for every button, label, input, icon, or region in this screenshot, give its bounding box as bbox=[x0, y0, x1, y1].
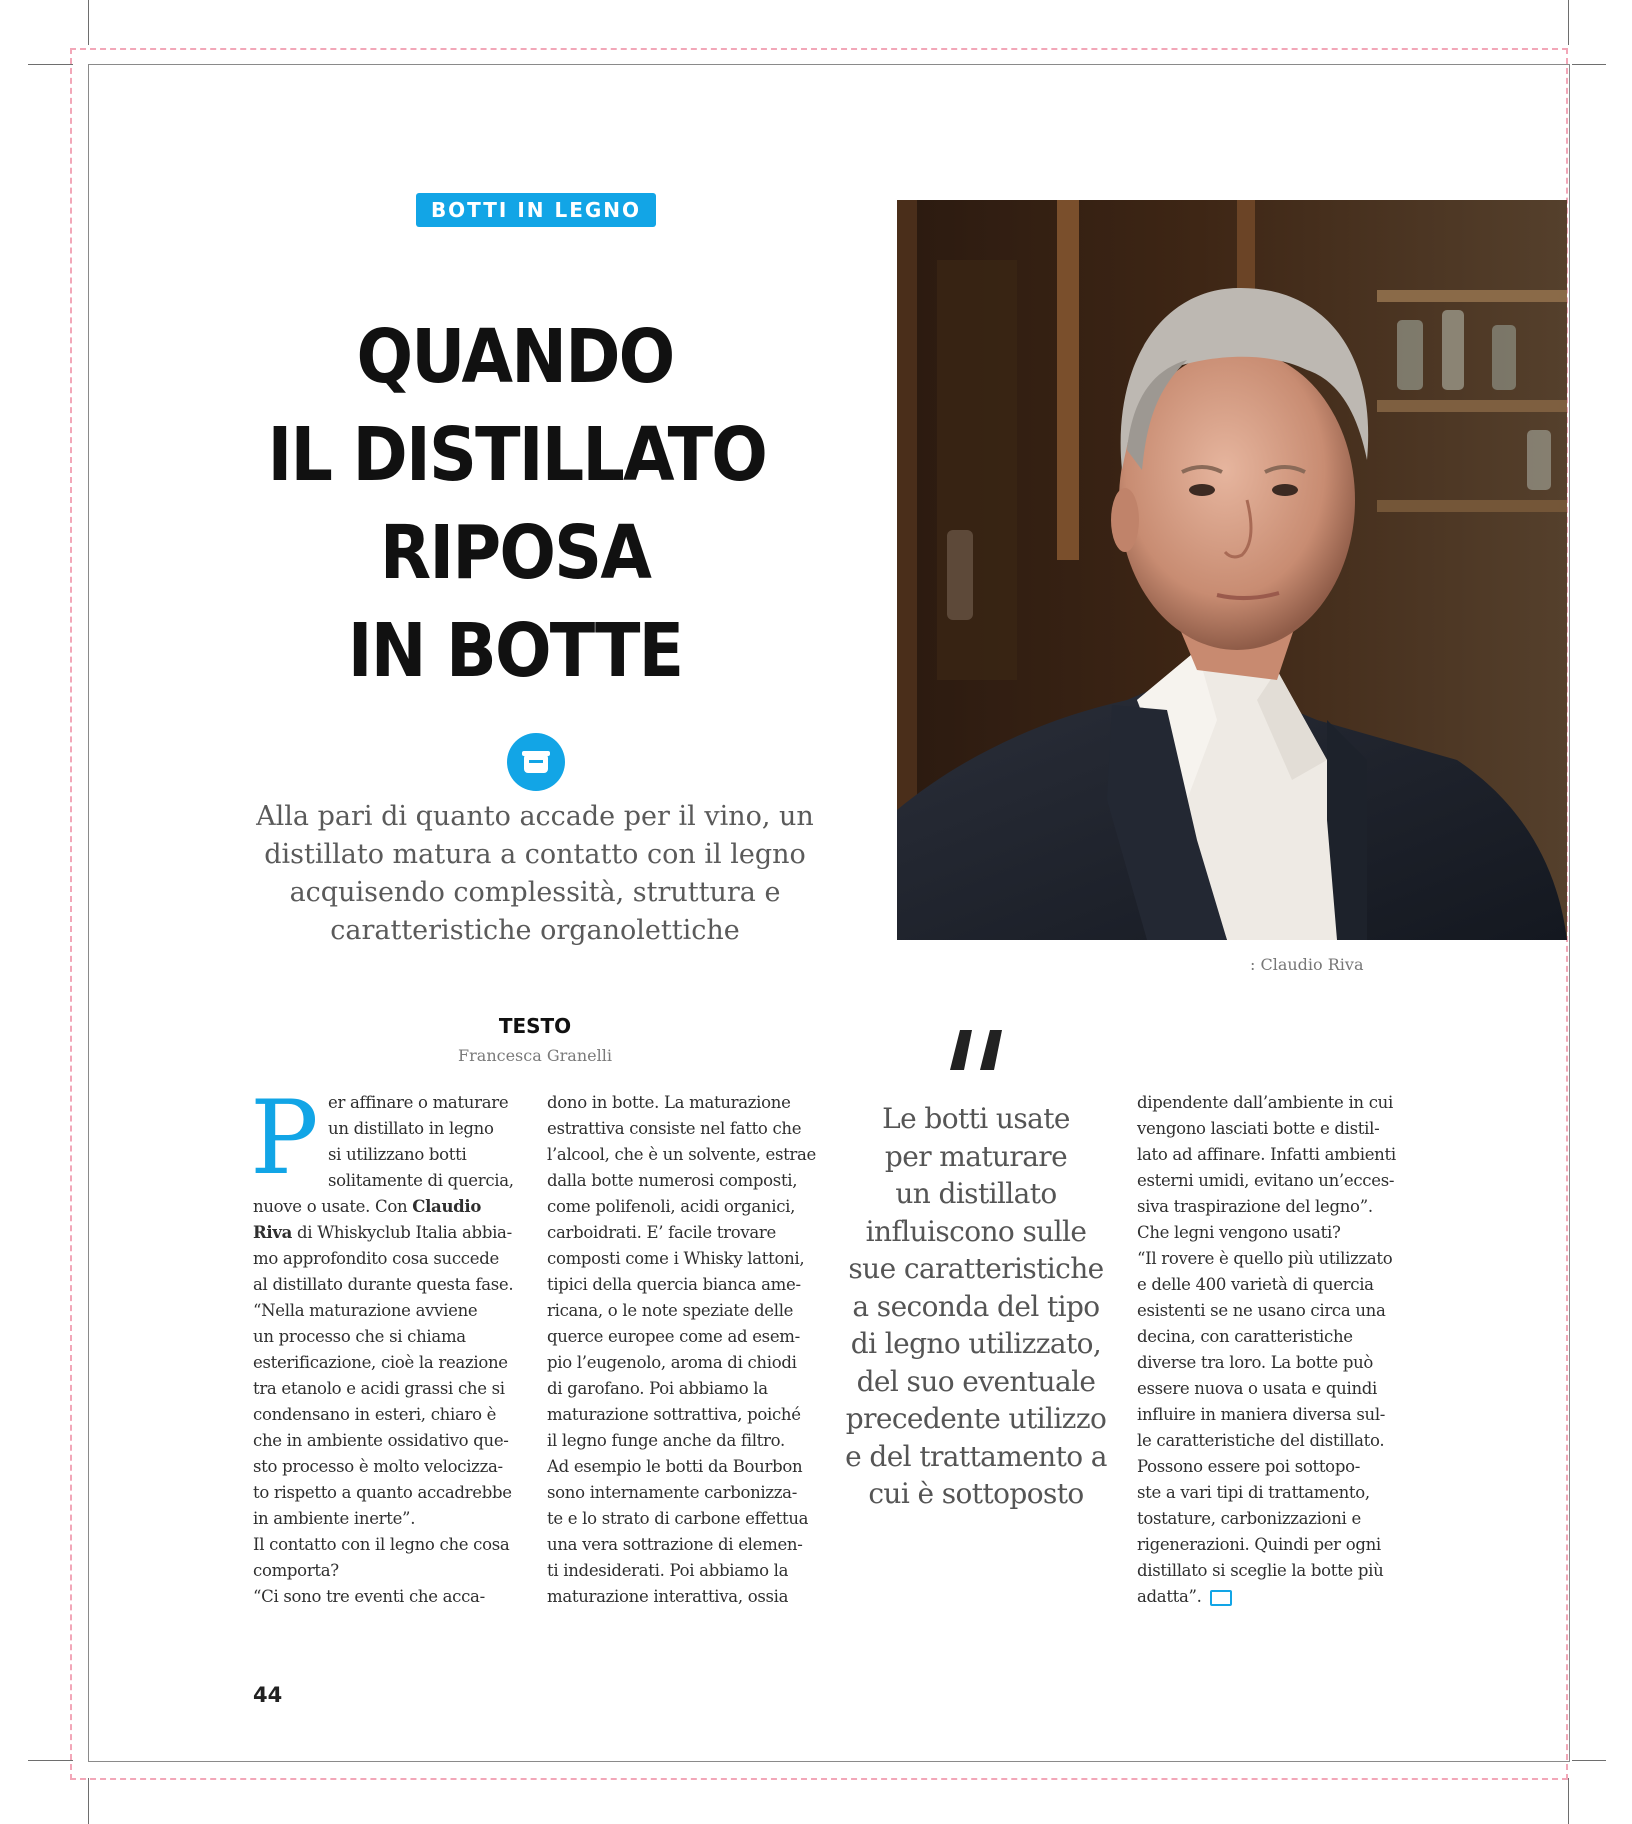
headline-line: IN BOTTE bbox=[347, 608, 683, 694]
crop-mark bbox=[88, 0, 89, 45]
body-line: te e lo strato di carbone effettua bbox=[547, 1509, 809, 1528]
body-line: Che legni vengono usati? bbox=[1137, 1223, 1341, 1242]
body-line: al distillato durante questa fase. bbox=[253, 1275, 514, 1294]
credit-label: TESTO bbox=[498, 1014, 572, 1038]
pull-quote-line: sue caratteristiche bbox=[848, 1252, 1104, 1285]
body-text: di Whiskyclub Italia abbia- bbox=[292, 1223, 512, 1242]
body-line: dipendente dall’ambiente in cui bbox=[1137, 1093, 1393, 1112]
crop-mark bbox=[28, 64, 73, 65]
pull-quote-line: un distillato bbox=[895, 1177, 1057, 1210]
body-line: si utilizzano botti bbox=[328, 1145, 467, 1164]
crop-mark bbox=[28, 1760, 73, 1761]
body-line: esistenti se ne usano circa una bbox=[1137, 1301, 1386, 1320]
body-line: in ambiente inerte”. bbox=[253, 1509, 416, 1528]
body-line: estrattiva consiste nel fatto che bbox=[547, 1119, 802, 1138]
body-line: dono in botte. La maturazione bbox=[547, 1093, 791, 1112]
body-line: “Ci sono tre eventi che acca- bbox=[253, 1587, 485, 1606]
body-line: carboidrati. E’ facile trovare bbox=[547, 1223, 776, 1242]
article-column-2 bbox=[547, 1090, 817, 1610]
interviewee-name: Riva bbox=[253, 1223, 293, 1242]
pull-quote-line: a seconda del tipo bbox=[852, 1289, 1100, 1323]
pull-quote-line: precedente utilizzo bbox=[845, 1402, 1107, 1435]
crop-mark bbox=[88, 1778, 89, 1824]
pull-quote-line: di legno utilizzato, bbox=[850, 1327, 1102, 1360]
body-line: le caratteristiche del distillato. bbox=[1137, 1431, 1385, 1450]
article-subtitle: Alla pari di quanto accade per il vino, un distillato matura a contatto con il legno acquisendo complessità, struttura e caratteristiche organolettiche bbox=[256, 801, 814, 946]
body-line bbox=[253, 1220, 523, 1246]
body-line: “Nella maturazione avviene bbox=[253, 1301, 478, 1320]
body-line: solitamente di quercia, bbox=[328, 1171, 514, 1190]
body-line: distillato si sceglie la botte più bbox=[1137, 1561, 1384, 1580]
body-line: e delle 400 varietà di quercia bbox=[1137, 1275, 1374, 1294]
body-line: querce europee come ad esem- bbox=[547, 1327, 800, 1346]
article-column-1 bbox=[253, 1090, 523, 1610]
photo-caption: : Claudio Riva bbox=[1250, 955, 1364, 974]
body-line: di garofano. Poi abbiamo la bbox=[547, 1379, 768, 1398]
body-line: ste a vari tipi di trattamento, bbox=[1137, 1483, 1370, 1502]
body-line: una vera sottrazione di elemen- bbox=[547, 1535, 803, 1554]
crop-mark bbox=[1568, 0, 1569, 45]
body-line: ti indesiderati. Poi abbiamo la bbox=[547, 1561, 789, 1580]
body-line: esterni umidi, evitano un’ecces- bbox=[1137, 1171, 1395, 1190]
end-mark-icon bbox=[1210, 1590, 1232, 1606]
body-line: un processo che si chiama bbox=[253, 1327, 466, 1346]
body-line: mo approfondito cosa succede bbox=[253, 1249, 499, 1268]
body-line: maturazione sottrattiva, poiché bbox=[547, 1405, 801, 1424]
headline-line: RIPOSA bbox=[379, 510, 651, 596]
body-line: decina, con caratteristiche bbox=[1137, 1327, 1353, 1346]
body-line: ricana, o le note speziate delle bbox=[547, 1301, 794, 1320]
body-line: “Il rovere è quello più utilizzato bbox=[1137, 1249, 1393, 1268]
body-line: il legno funge anche da filtro. bbox=[547, 1431, 785, 1450]
body-line: sono internamente carbonizza- bbox=[547, 1483, 797, 1502]
pull-quote-line: influiscono sulle bbox=[865, 1214, 1087, 1248]
body-line: sto processo è molto velocizza- bbox=[253, 1457, 503, 1476]
article-headline bbox=[240, 308, 790, 700]
pull-quote bbox=[836, 1100, 1116, 1513]
body-line: comporta? bbox=[253, 1561, 339, 1580]
body-line: come polifenoli, acidi organici, bbox=[547, 1197, 796, 1216]
body-text: nuove o usate. Con bbox=[253, 1197, 413, 1216]
crop-mark bbox=[1572, 1760, 1606, 1761]
portrait-photo bbox=[897, 200, 1567, 940]
body-line: maturazione interattiva, ossia bbox=[547, 1587, 789, 1606]
body-line: un distillato in legno bbox=[328, 1119, 494, 1138]
headline-line: IL DISTILLATO bbox=[267, 412, 767, 498]
body-line: influire in maniera diversa sul- bbox=[1137, 1405, 1386, 1424]
body-line: pio l’eugenolo, aroma di chiodi bbox=[547, 1353, 797, 1372]
body-line: Possono essere poi sottopo- bbox=[1137, 1457, 1360, 1476]
crop-mark bbox=[1568, 1778, 1569, 1824]
article-column-4 bbox=[1137, 1090, 1407, 1610]
body-line: to rispetto a quanto accadrebbe bbox=[253, 1483, 512, 1502]
pull-quote-line: cui è sottoposto bbox=[868, 1477, 1084, 1510]
body-line bbox=[253, 1194, 523, 1220]
headline-line: QUANDO bbox=[356, 314, 674, 400]
body-line: composti come i Whisky lattoni, bbox=[547, 1249, 805, 1268]
section-kicker: BOTTI IN LEGNO bbox=[416, 193, 656, 227]
body-line: dalla botte numerosi composti, bbox=[547, 1171, 798, 1190]
body-line: esterificazione, cioè la reazione bbox=[253, 1353, 508, 1372]
body-line: tipici della quercia bianca ame- bbox=[547, 1275, 801, 1294]
body-line: Ad esempio le botti da Bourbon bbox=[547, 1457, 803, 1476]
pull-quote-line: del suo eventuale bbox=[856, 1364, 1096, 1398]
body-line: essere nuova o usata e quindi bbox=[1137, 1379, 1378, 1398]
body-line: l’alcool, che è un solvente, estrae bbox=[547, 1145, 817, 1164]
pull-quote-line: Le botti usate bbox=[882, 1102, 1070, 1135]
author-name: Francesca Granelli bbox=[458, 1046, 612, 1065]
pull-quote-line: per maturare bbox=[884, 1139, 1068, 1173]
body-line: er affinare o maturare bbox=[328, 1093, 509, 1112]
body-line: lato ad affinare. Infatti ambienti bbox=[1137, 1145, 1396, 1164]
barrel-icon bbox=[507, 733, 565, 791]
body-line: condensano in esteri, chiaro è bbox=[253, 1405, 497, 1424]
body-line: siva traspirazione del legno”. bbox=[1137, 1197, 1373, 1216]
body-line: tra etanolo e acidi grassi che si bbox=[253, 1379, 505, 1398]
interviewee-name: Claudio bbox=[412, 1197, 482, 1216]
drop-cap: P bbox=[250, 1079, 319, 1198]
body-line: che in ambiente ossidativo que- bbox=[253, 1431, 509, 1450]
body-line: adatta”. bbox=[1137, 1587, 1202, 1606]
page-number: 44 bbox=[253, 1683, 283, 1707]
body-line: tostature, carbonizzazioni e bbox=[1137, 1509, 1361, 1528]
pull-quote-line: e del trattamento a bbox=[845, 1439, 1107, 1473]
body-line: vengono lasciati botte e distil- bbox=[1137, 1119, 1380, 1138]
body-line: diverse tra loro. La botte può bbox=[1137, 1353, 1374, 1372]
body-line: rigenerazioni. Quindi per ogni bbox=[1137, 1535, 1381, 1554]
body-line: Il contatto con il legno che cosa bbox=[253, 1535, 510, 1554]
quote-mark-icon bbox=[940, 1022, 1010, 1082]
crop-mark bbox=[1572, 64, 1606, 65]
